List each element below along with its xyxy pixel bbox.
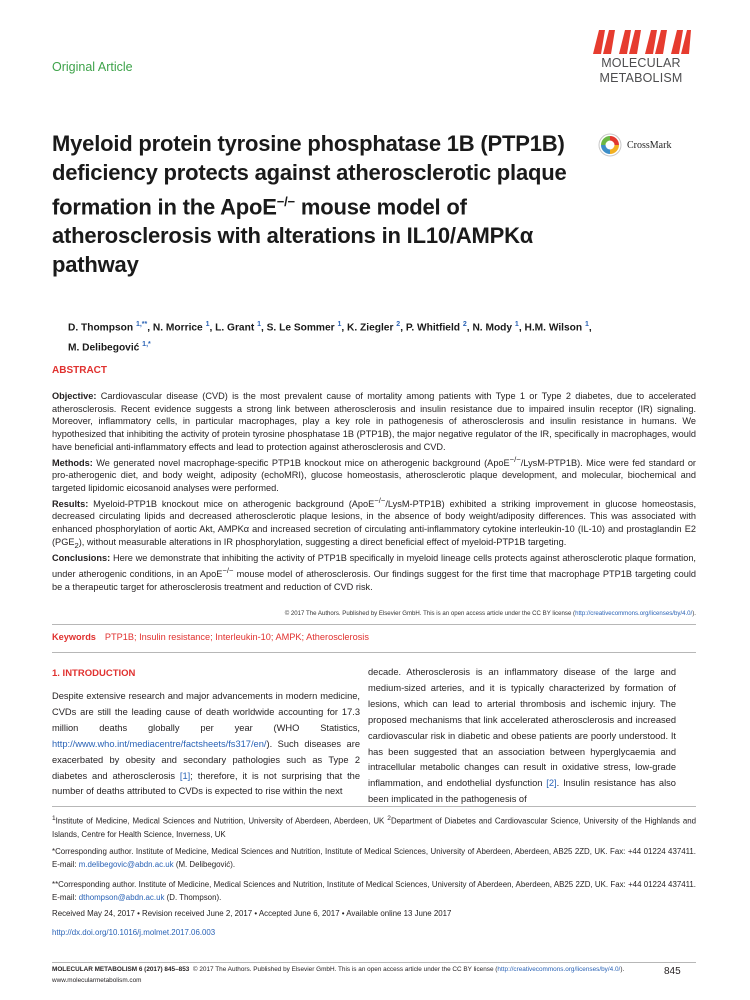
methods-text: We generated novel macrophage-specific PTP1B knockout mice on atherogenic background (ApoE bbox=[96, 457, 510, 468]
title-superscript: −/− bbox=[276, 194, 295, 209]
author-affiliation[interactable]: 1 bbox=[514, 321, 519, 328]
conclusions-text-tail: mouse model of atherosclerosis. Our findings suggest for the first time that macrophage PTP1B targeting could be a therapeutic target for atherosclerosis treatment and reduction of CVD risk. bbox=[52, 569, 696, 592]
author-affiliation[interactable]: 1 bbox=[584, 321, 589, 328]
crossmark-badge[interactable] bbox=[598, 133, 671, 157]
methods-superscript: −/− bbox=[509, 454, 521, 464]
introduction-left-column bbox=[52, 689, 360, 800]
email-link[interactable]: dthompson@abdn.ac.uk bbox=[78, 893, 165, 902]
author: N. Mody bbox=[472, 322, 513, 334]
results-text-mid: /LysM-PTP1B) exhibited a striking improvement in glucose homeostasis, decreased circulating lipids and decreased atherosclerotic plaque lesions, in the absence of body weight/adiposity differences. This was associated with enhanced phosphorylation of aortic Akt, AMPKα and increased secretion of circulating anti-inflammatory cytokine interleukin-10 (IL-10) and prostaglandin E2 (PGE bbox=[52, 498, 696, 547]
results-label: Results: bbox=[52, 498, 89, 509]
intro-right-text: decade. Atherosclerosis is an inflammatory disease of the large and medium-sized arteries, and it is typically characterized by formation of lesions, which can lead to arterial thrombosis and ischemic injury. The proposed mechanisms that link accelerated atherosclerosis and increased cardiovascular risk in diabetic and obese patients are poorly understood. It has been suggested that an association between hyperglycaemia and intracellular metabolic changes can result in oxidative stress, low-grade inflammation, and endothelial dysfunction bbox=[368, 667, 676, 789]
author: S. Le Sommer bbox=[266, 322, 335, 334]
who-link[interactable]: http://www.who.int/mediacentre/factsheets/fs317/en/ bbox=[52, 738, 267, 749]
results-superscript: −/− bbox=[374, 495, 386, 505]
affiliation-1: Institute of Medicine, Medical Sciences and Nutrition, University of Aberdeen, Aberdeen, UK bbox=[55, 816, 388, 826]
author: L. Grant bbox=[215, 322, 255, 334]
results-text-tail: ), without measurable alterations in IR phosphorylation, suggesting a direct beneficial effect of myeloid-PTP1B targeting. bbox=[78, 536, 567, 547]
corr2-text: **Corresponding author. Institute of Medicine, Medical Sciences and Nutrition, Institute of Medical Sciences, University of Aberdeen, Aberdeen, AB25 2ZD, UK. Fax: +44 01224 437411. E-mail: bbox=[52, 880, 696, 902]
results-text: Myeloid-PTP1B knockout mice on atherogenic background (ApoE bbox=[93, 498, 375, 509]
author: P. Whitfield bbox=[405, 322, 461, 334]
abstract-conclusions bbox=[52, 552, 696, 593]
divider bbox=[52, 624, 696, 625]
author-affiliation[interactable]: 1,* bbox=[142, 341, 151, 349]
license-text: © 2017 The Authors. Published by Elsevier GmbH. This is an open access article under the CC BY license ( bbox=[284, 610, 576, 617]
intro-text-mid: ). Such diseases are exacerbated by obesity and secondary pathologies such as Type 2 diabetes and atherosclerosis bbox=[52, 738, 360, 781]
introduction-paragraph bbox=[52, 689, 360, 800]
divider bbox=[52, 652, 696, 653]
title-tail: mouse model of atherosclerosis with alterations in IL10/AMPKα pathway bbox=[52, 194, 534, 278]
methods-text-tail: /LysM-PTP1B). Mice were fed standard or pro-atherogenic diet, and body weight, adiposity (echoMRI), glucose homeostasis, atherosclerotic plaque development, and molecular, biochemical and targeted lipidomic eicosanoid analyses were performed. bbox=[52, 457, 696, 493]
conclusions-superscript: −/− bbox=[222, 566, 234, 576]
page-number: 845 bbox=[664, 966, 681, 977]
article-dates: Received May 24, 2017 • Revision received June 2, 2017 • Accepted June 6, 2017 • Available online 13 June 2017 bbox=[52, 909, 452, 918]
objective-label: Objective: bbox=[52, 391, 97, 401]
affiliation-mark: 1 bbox=[52, 815, 56, 822]
author: D. Thompson bbox=[68, 322, 134, 334]
intro-right-tail: . Insulin resistance has also been implicated in the pathogenesis of bbox=[368, 778, 676, 805]
license-text-tail: ). bbox=[692, 610, 696, 617]
journal-logo-line2: METABOLISM bbox=[599, 71, 683, 85]
footer-journal-ref: MOLECULAR METABOLISM 6 (2017) 845–853 bbox=[52, 966, 190, 973]
corr1-tail: (M. Delibegović). bbox=[173, 860, 236, 869]
corresponding-author-2 bbox=[52, 878, 696, 904]
crossmark-icon bbox=[598, 133, 622, 157]
divider bbox=[52, 806, 696, 807]
abstract-body bbox=[52, 390, 696, 594]
affiliations bbox=[52, 812, 696, 841]
abstract-objective bbox=[52, 390, 696, 454]
author-affiliation[interactable]: 1 bbox=[257, 321, 261, 328]
author-affiliation[interactable]: 1 bbox=[205, 321, 210, 328]
crossmark-label: CrossMark bbox=[627, 139, 672, 151]
keywords-label: Keywords bbox=[52, 632, 96, 642]
doi-link[interactable]: http://dx.doi.org/10.1016/j.molmet.2017.06.003 bbox=[52, 928, 216, 937]
corr1-text: *Corresponding author. Institute of Medicine, Medical Sciences and Nutrition, Institute of Medical Sciences, University of Aberdeen, Aberdeen, AB25 2ZD, UK. Fax: +44 01224 437411. E-mail: bbox=[52, 847, 696, 869]
reference-link-1[interactable]: [1] bbox=[179, 770, 191, 781]
author-affiliation[interactable]: 1 bbox=[337, 321, 342, 328]
divider bbox=[52, 962, 696, 963]
author: N. Morrice bbox=[152, 322, 203, 334]
section-label: Original Article bbox=[52, 60, 133, 74]
footer-citation bbox=[52, 966, 624, 973]
footer-website[interactable]: www.molecularmetabolism.com bbox=[52, 977, 142, 984]
footer-license-tail: ). bbox=[620, 966, 625, 973]
results-subscript: 2 bbox=[74, 540, 79, 550]
conclusions-label: Conclusions: bbox=[52, 553, 111, 564]
keywords bbox=[52, 632, 369, 642]
corr2-tail: (D. Thompson). bbox=[164, 893, 222, 902]
journal-logo-line1: MOLECULAR bbox=[601, 56, 681, 70]
footer-license-link[interactable]: http://creativecommons.org/licenses/by/4.0/ bbox=[497, 966, 621, 973]
intro-text: Despite extensive research and major advancements in modern medicine, CVDs are still the leading cause of death worldwide accounting for 17.3 million deaths globally per year (WHO Statistics, bbox=[52, 691, 360, 733]
abstract-results bbox=[52, 495, 696, 553]
author-affiliation[interactable]: 2 bbox=[396, 321, 401, 328]
introduction-right-column bbox=[368, 665, 676, 808]
affiliation-mark: 2 bbox=[387, 815, 391, 822]
article-title bbox=[52, 129, 592, 279]
introduction-paragraph-cont bbox=[368, 665, 676, 808]
objective-text: Cardiovascular disease (CVD) is the most prevalent cause of mortality among patients with Type 1 or Type 2 diabetes, due to accelerated atherosclerosis. Recent evidence suggests a strong link between atherosclerosis and insulin resistance due to impaired insulin receptor (IR) signaling. Moreover, inflammatory cells, in particular macrophages, play a key role in pathogenesis of atherosclerosis and insulin resistance in humans. We hypothesized that inhibiting the activity of protein tyrosine phosphatase 1B (PTP1B), the major negative regulator of the IR, specifically in macrophages, would have beneficial anti-inflammatory effects and lead to protection against atherosclerosis and CVD. bbox=[52, 391, 696, 452]
methods-label: Methods: bbox=[52, 457, 93, 468]
journal-logo-icon bbox=[591, 30, 691, 54]
author-affiliation[interactable]: 2 bbox=[462, 321, 467, 328]
author-list: D. Thompson $^{1,**}$, N. Morrice $^1$, L. Grant $^1$, S. Le Sommer $^1$, K. Ziegler $^2$, P. Whitfield $^2$, N. Mody $^1$, H.M. Wilson $^1$, M. Delibegović $^{1,*}$ bbox=[68, 321, 592, 354]
author: H.M. Wilson bbox=[524, 322, 583, 334]
reference-link-2[interactable]: [2] bbox=[546, 778, 557, 789]
email-link[interactable]: m.delibegovic@abdn.ac.uk bbox=[78, 860, 174, 869]
author: K. Ziegler bbox=[347, 322, 394, 334]
title-main: Myeloid protein tyrosine phosphatase 1B (PTP1B) deficiency protects against atherosclerotic plaque formation in the ApoE bbox=[52, 131, 567, 220]
introduction-heading: 1. INTRODUCTION bbox=[52, 668, 136, 679]
author: M. Delibegović bbox=[68, 342, 140, 354]
author-affiliation[interactable]: 1,** bbox=[135, 321, 148, 328]
conclusions-text: Here we demonstrate that inhibiting the activity of PTP1B specifically in myeloid lineage cells protects against atherosclerotic plaque formation, under atherogenic conditions, in an ApoE bbox=[52, 553, 696, 580]
abstract-methods bbox=[52, 454, 696, 495]
abstract-license bbox=[52, 610, 696, 617]
abstract-heading: ABSTRACT bbox=[52, 365, 107, 376]
corresponding-author-1 bbox=[52, 845, 696, 871]
license-link[interactable]: http://creativecommons.org/licenses/by/4.0/ bbox=[575, 610, 693, 617]
keywords-list: PTP1B; Insulin resistance; Interleukin-10; AMPK; Atherosclerosis bbox=[104, 632, 369, 642]
journal-logo[interactable] bbox=[586, 30, 696, 86]
affiliation-2: Department of Diabetes and Cardiovascular Science, University of the Highlands and Islands, Centre for Health Science, Inverness, UK bbox=[52, 816, 696, 839]
footer-license: © 2017 The Authors. Published by Elsevier GmbH. This is an open access article under the CC BY license ( bbox=[192, 966, 498, 973]
intro-text-tail: ; therefore, it is not surprising that the number of deaths attributed to CVDs is expected to rise within the next bbox=[52, 770, 360, 797]
